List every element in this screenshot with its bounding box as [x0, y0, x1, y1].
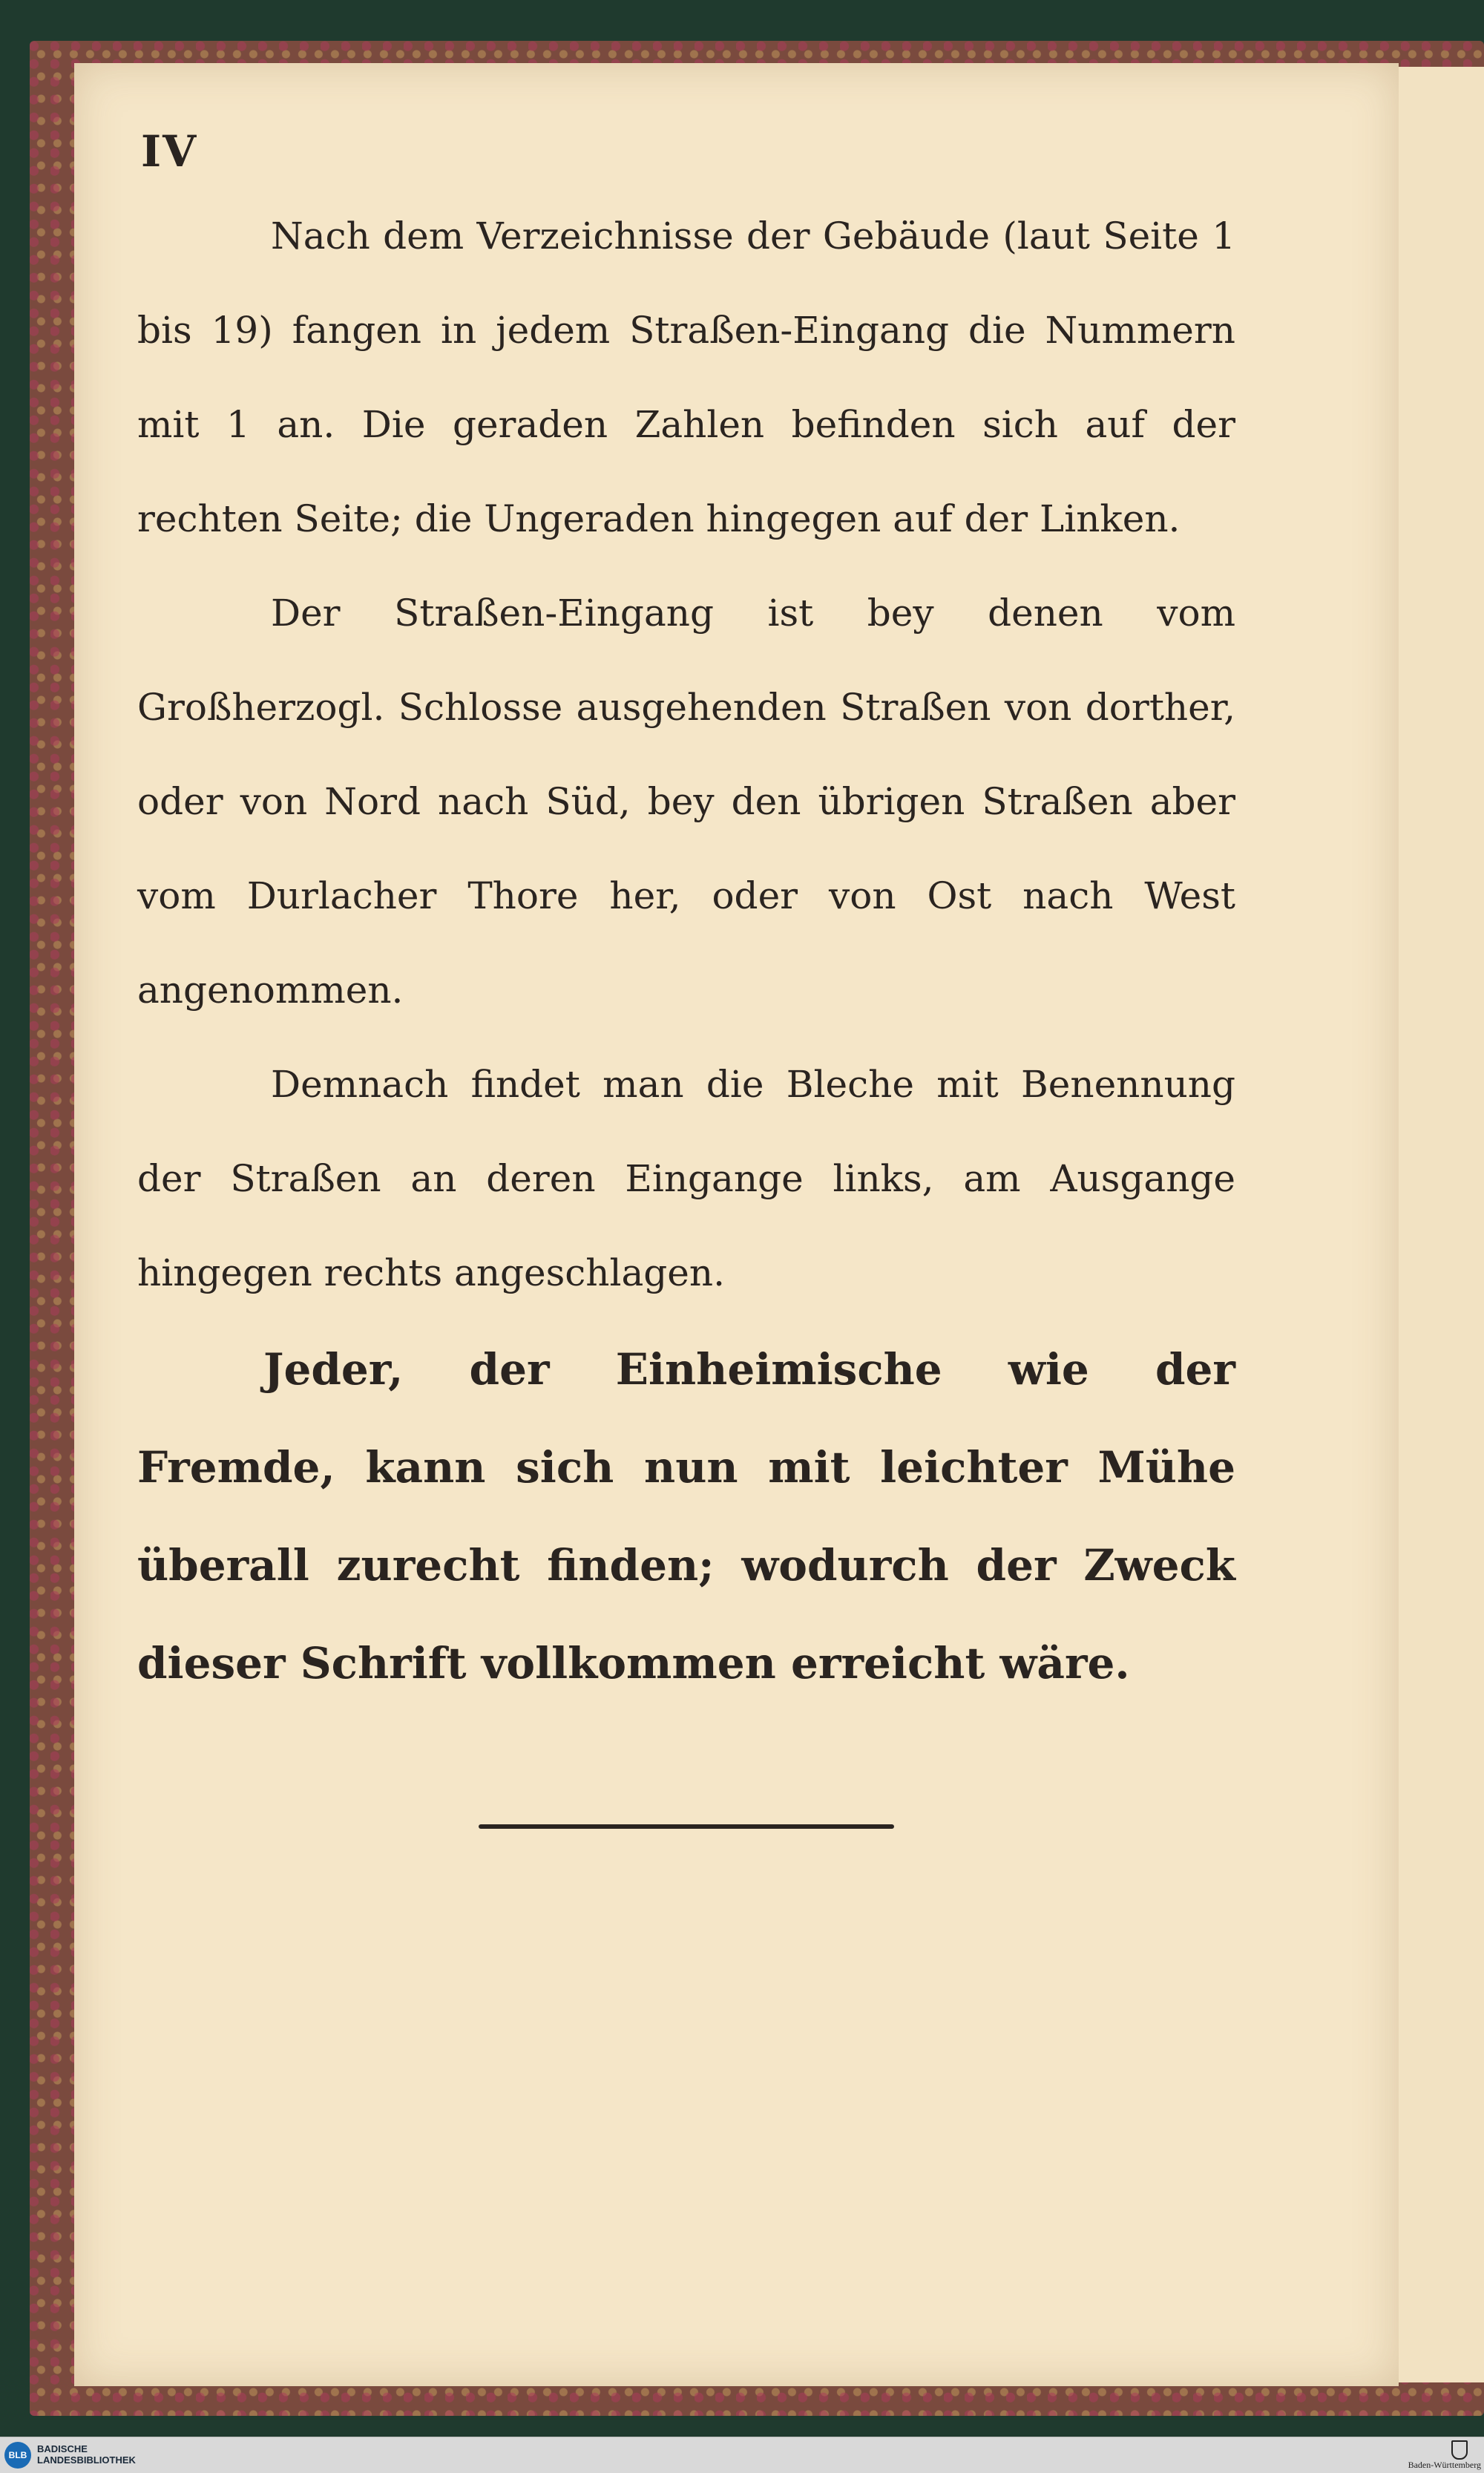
paragraph-conclusion: Jeder, der Einheimische wie der Fremde, kann sich nun mit leichter Mühe überall zurecht finden; wodurch der Zweck dieser Schrift vollkommen erreicht wäre. — [137, 1344, 1235, 1688]
page-text — [137, 189, 1235, 1712]
paragraph-street-entrance: Der Straßen-Eingang ist bey denen vom Großherzogl. Schlosse ausgehenden Straßen von dorther, oder von Nord nach Süd, bey den übrigen Straßen aber vom Durlacher Thore her, oder von Ost nach West angenommen. — [137, 592, 1235, 1012]
footer-bar — [0, 2437, 1484, 2473]
state-name: Baden-Württemberg — [1408, 2460, 1481, 2470]
paragraph-street-signs: Demnach findet man die Bleche mit Benennung der Straßen an deren Eingange links, am Ausgange hingegen rechts angeschlagen. — [137, 1063, 1235, 1294]
closing-rule — [479, 1824, 894, 1829]
paragraph-street-numbering: Nach dem Verzeichnisse der Gebäude (laut Seite 1 bis 19) fangen in jedem Straßen-Eingang die Nummern mit 1 an. Die geraden Zahlen befinden sich auf der rechten Seite; die Ungeraden hingegen auf der Linken. — [137, 214, 1235, 540]
blb-logo-icon[interactable]: BLB — [4, 2442, 31, 2469]
coat-of-arms-icon — [1451, 2440, 1468, 2460]
adjacent-page-edge — [1391, 67, 1484, 2382]
library-name: BADISCHE LANDESBIBLIOTHEK — [37, 2443, 136, 2466]
page-number: IV — [141, 126, 198, 177]
